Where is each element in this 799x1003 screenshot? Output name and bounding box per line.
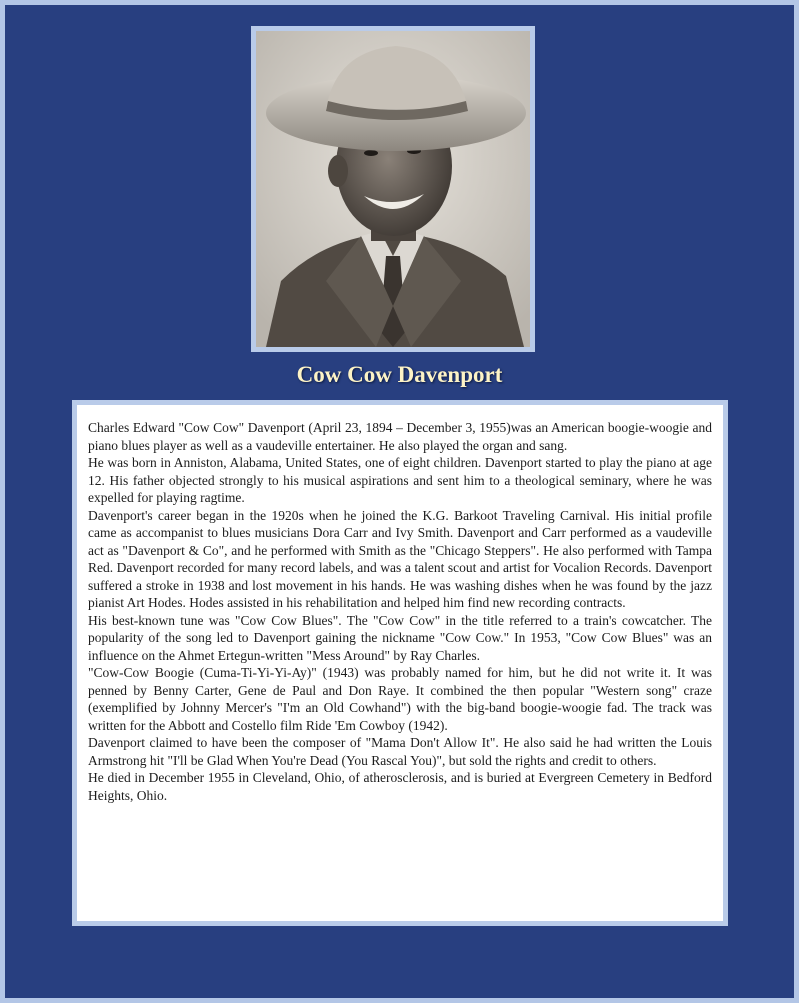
biography-paragraph: He was born in Anniston, Alabama, United States, one of eight children. Davenport started to play the piano at age 12. His father objected strongly to his musical aspirations and sent him to a theological seminary, where he was expelled for playing ragtime.	[88, 455, 712, 505]
portrait-frame	[251, 26, 535, 352]
biography-paragraph: Charles Edward "Cow Cow" Davenport (April 23, 1894 – December 3, 1955)was an American boogie-woogie and piano blues player as well as a vaudeville entertainer. He also played the organ and sang.	[88, 420, 712, 453]
page-title: Cow Cow Davenport	[296, 362, 503, 387]
biography-paragraph: He died in December 1955 in Cleveland, Ohio, of atherosclerosis, and is buried at Evergreen Cemetery in Bedford Heights, Ohio.	[88, 770, 712, 803]
biography-paragraph: "Cow-Cow Boogie (Cuma-Ti-Yi-Yi-Ay)" (1943) was probably named for him, but he did not write it. It was penned by Benny Carter, Gene de Paul and Don Raye. It combined the then popular "Western song" craze (exemplified by Johnny Mercer's "I'm an Old Cowhand") with the big-band boogie-woogie fad. The track was written for the Abbott and Costello film Ride 'Em Cowboy (1942).	[88, 665, 712, 733]
biography-paragraph: Davenport claimed to have been the composer of "Mama Don't Allow It". He also said he had written the Louis Armstrong hit "I'll be Glad When You're Dead (You Rascal You)", but sold the rights and credit to others.	[88, 735, 712, 768]
biography-paragraph: Davenport's career began in the 1920s when he joined the K.G. Barkoot Traveling Carnival. His initial profile came as accompanist to blues musicians Dora Carr and Ivy Smith. Davenport and Carr performed as a vaudeville act as "Davenport & Co", and he performed with Smith as the "Chicago Steppers". He also performed with Tampa Red. Davenport recorded for many record labels, and was a talent scout and artist for Vocalion Records. Davenport suffered a stroke in 1938 and lost movement in his hands. He was washing dishes when he was found by the jazz pianist Art Hodes. Hodes assisted in his rehabilitation and helped him find new recording contracts.	[88, 507, 712, 610]
biography-text	[77, 405, 723, 921]
portrait-photo-icon	[256, 31, 530, 347]
page-frame	[5, 5, 794, 998]
biography-frame	[72, 400, 728, 926]
biography-paragraph: His best-known tune was "Cow Cow Blues". The "Cow Cow" in the title referred to a train's cowcatcher. The popularity of the song led to Davenport gaining the nickname "Cow Cow." In 1953, "Cow Cow Blues" was an influence on the Ahmet Ertegun-written "Mess Around" by Ray Charles.	[88, 612, 712, 663]
